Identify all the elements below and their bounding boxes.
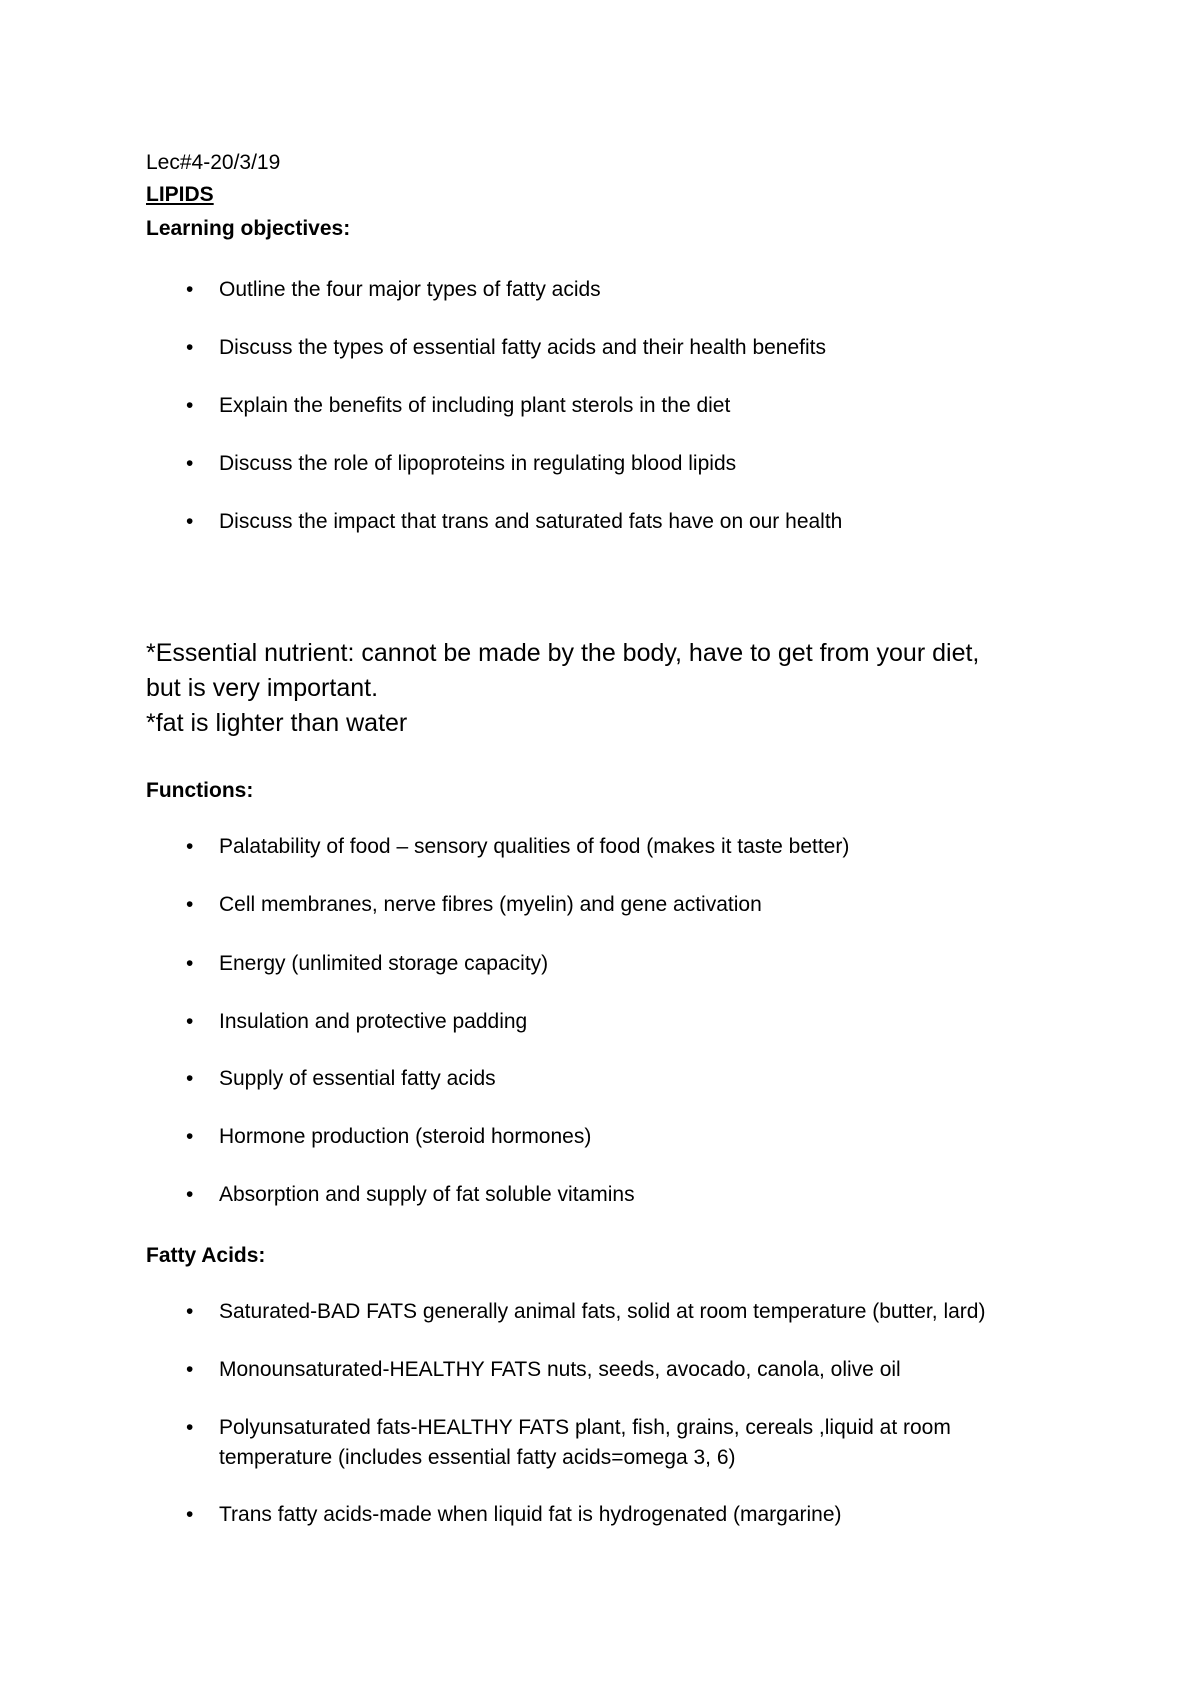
function-text: Palatability of food – sensory qualities of food (makes it taste better): [219, 835, 850, 858]
bullet-icon: •: [186, 1503, 194, 1526]
function-text: Supply of essential fatty acids: [219, 1067, 496, 1090]
bullet-icon: •: [186, 394, 194, 417]
function-text: Hormone production (steroid hormones): [219, 1125, 592, 1148]
function-text: Cell membranes, nerve fibres (myelin) and gene activation: [219, 893, 762, 916]
bullet-icon: •: [186, 1067, 194, 1090]
objective-text: Explain the benefits of including plant sterols in the diet: [219, 394, 731, 417]
essential-nutrient-note-line1: *Essential nutrient: cannot be made by the body, have to get from your diet,: [146, 639, 980, 667]
function-text: Absorption and supply of fat soluble vitamins: [219, 1183, 635, 1206]
fatty-acid-text: Polyunsaturated fats-HEALTHY FATS plant, fish, grains, cereals ,liquid at room temperature (includes essential fatty acids=omega 3, 6): [219, 1416, 951, 1469]
essential-nutrient-note-line2: but is very important.: [146, 674, 379, 702]
fat-lighter-note: *fat is lighter than water: [146, 709, 408, 737]
bullet-icon: •: [186, 278, 194, 301]
bullet-icon: •: [186, 1358, 194, 1381]
bullet-icon: •: [186, 893, 194, 916]
fatty-acids-heading: Fatty Acids:: [146, 1244, 266, 1267]
document-title: LIPIDS: [146, 183, 214, 206]
objective-text: Discuss the impact that trans and saturated fats have on our health: [219, 510, 843, 533]
fatty-acid-text: Monounsaturated-HEALTHY FATS nuts, seeds, avocado, canola, olive oil: [219, 1358, 901, 1381]
fatty-acid-text: Trans fatty acids-made when liquid fat is hydrogenated (margarine): [219, 1503, 842, 1526]
objective-text: Outline the four major types of fatty acids: [219, 278, 601, 301]
bullet-icon: •: [186, 452, 194, 475]
bullet-icon: •: [186, 952, 194, 975]
lecture-reference: Lec#4-20/3/19: [146, 151, 281, 174]
bullet-icon: •: [186, 1125, 194, 1148]
bullet-icon: •: [186, 1183, 194, 1206]
bullet-icon: •: [186, 1010, 194, 1033]
bullet-icon: •: [186, 336, 194, 359]
functions-heading: Functions:: [146, 779, 254, 802]
function-text: Energy (unlimited storage capacity): [219, 952, 549, 975]
bullet-icon: •: [186, 1416, 194, 1439]
objective-text: Discuss the role of lipoproteins in regulating blood lipids: [219, 452, 737, 475]
objectives-heading: Learning objectives:: [146, 217, 351, 240]
fatty-acid-text: Saturated-BAD FATS generally animal fats, solid at room temperature (butter, lard): [219, 1300, 986, 1323]
objective-text: Discuss the types of essential fatty acids and their health benefits: [219, 336, 827, 359]
bullet-icon: •: [186, 835, 194, 858]
bullet-icon: •: [186, 1300, 194, 1323]
bullet-icon: •: [186, 510, 194, 533]
function-text: Insulation and protective padding: [219, 1010, 528, 1033]
